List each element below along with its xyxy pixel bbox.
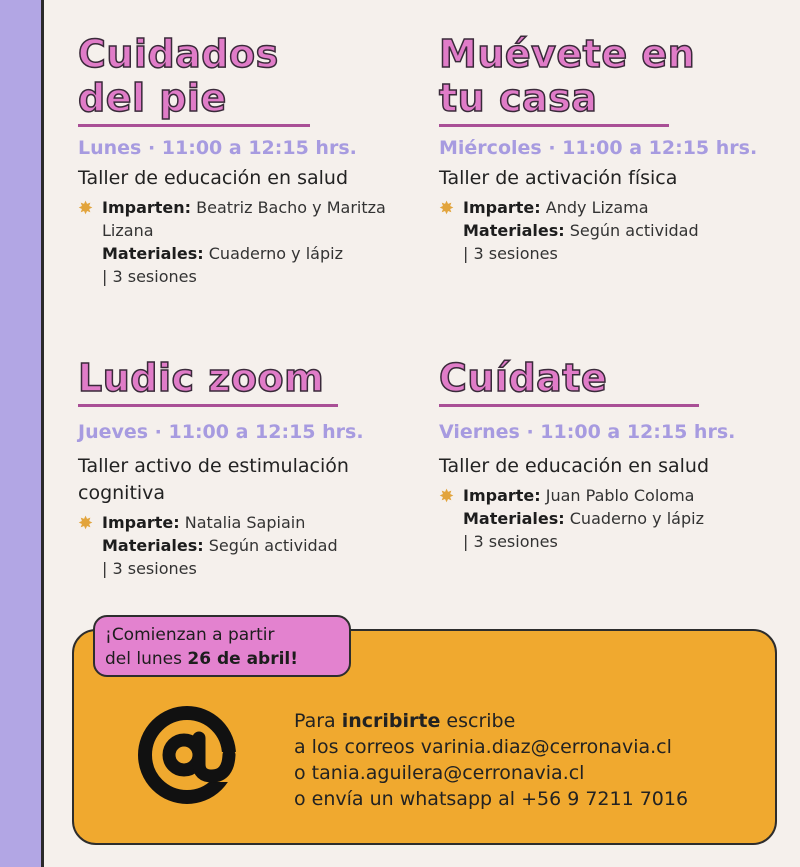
workshop-title (78, 32, 398, 120)
workshop-card-cuidados-del-pie (78, 32, 398, 288)
materials-label: Materiales: (102, 536, 204, 555)
workshop-schedule: Miércoles · 11:00 a 12:15 hrs. (439, 137, 758, 159)
title-line: Cuidados (78, 32, 279, 76)
instructor-value: Juan Pablo Coloma (545, 486, 695, 505)
bubble-date: 26 de abril! (187, 649, 298, 669)
instructor-value: Natalia Sapiain (184, 513, 306, 532)
workshop-schedule: Viernes · 11:00 a 12:15 hrs. (439, 421, 736, 443)
workshop-description: Taller activo de estimulación cognitiva (78, 455, 349, 504)
title-line: Cuídate (439, 356, 608, 400)
title-line: tu casa (439, 76, 598, 120)
workshop-title (439, 32, 789, 120)
materials-value: Cuaderno y lápiz (569, 509, 704, 528)
workshop-schedule: Jueves · 11:00 a 12:15 hrs. (78, 421, 364, 443)
workshop-card-cuidate (439, 356, 789, 553)
materials-label: Materiales: (463, 221, 565, 240)
materials-value: Cuaderno y lápiz (208, 244, 343, 263)
workshop-card-ludic-zoom (78, 356, 408, 580)
contact-instructions (294, 708, 688, 812)
instructor-label: Imparte: (463, 198, 541, 217)
contact-line-2[interactable]: a los correos varinia.diaz@cerronavia.cl (294, 736, 672, 758)
sessions-count: | 3 sesiones (463, 532, 558, 551)
title-line: del pie (78, 76, 227, 120)
bubble-line-1: ¡Comienzan a partir (105, 625, 275, 645)
start-date-bubble (93, 615, 351, 677)
contact-line-4[interactable]: o envía un whatsapp al +56 9 7211 7016 (294, 788, 689, 810)
sessions-count: | 3 sesiones (102, 559, 197, 578)
sessions-count: | 3 sesiones (102, 267, 197, 286)
materials-value: Según actividad (208, 536, 338, 555)
materials-label: Materiales: (102, 244, 204, 263)
workshop-description: Taller de educación en salud (78, 167, 348, 189)
workshop-card-muevete-en-tu-casa (439, 32, 789, 265)
title-line: Muévete en (439, 32, 696, 76)
contact-line-1-suffix: escribe (440, 710, 516, 732)
workshop-details (439, 196, 763, 265)
sessions-count: | 3 sesiones (463, 244, 558, 263)
workshop-details (439, 484, 783, 553)
instructor-value: Andy Lizama (545, 198, 649, 217)
instructor-label: Imparten: (102, 198, 192, 217)
at-sign-icon (132, 700, 242, 810)
instructor-label: Imparte: (102, 513, 180, 532)
instructor-value: Beatriz Bacho y Maritza Lizana (102, 198, 386, 240)
title-underline (78, 404, 338, 407)
workshop-schedule: Lunes · 11:00 a 12:15 hrs. (78, 137, 357, 159)
workshop-description: Taller de educación en salud (439, 455, 709, 477)
workshop-details (78, 511, 402, 580)
workshop-description: Taller de activación física (439, 167, 678, 189)
workshop-title (78, 356, 408, 400)
title-underline (439, 124, 669, 127)
contact-line-1-bold: incribirte (341, 710, 441, 732)
materials-label: Materiales: (463, 509, 565, 528)
title-line: Ludic zoom (78, 356, 325, 400)
materials-value: Según actividad (569, 221, 699, 240)
title-underline (439, 404, 699, 407)
sparkle-star-icon: ✸ (439, 198, 455, 219)
sparkle-star-icon: ✸ (439, 486, 455, 507)
workshop-title (439, 356, 789, 400)
contact-line-3[interactable]: o tania.aguilera@cerronavia.cl (294, 762, 585, 784)
left-decorative-strip (0, 0, 44, 867)
contact-line-1-prefix: Para (294, 710, 342, 732)
sparkle-star-icon: ✸ (78, 198, 94, 219)
workshop-details (78, 196, 392, 288)
title-underline (78, 124, 310, 127)
bubble-line-2-prefix: del lunes (105, 649, 188, 669)
sparkle-star-icon: ✸ (78, 513, 94, 534)
instructor-label: Imparte: (463, 486, 541, 505)
